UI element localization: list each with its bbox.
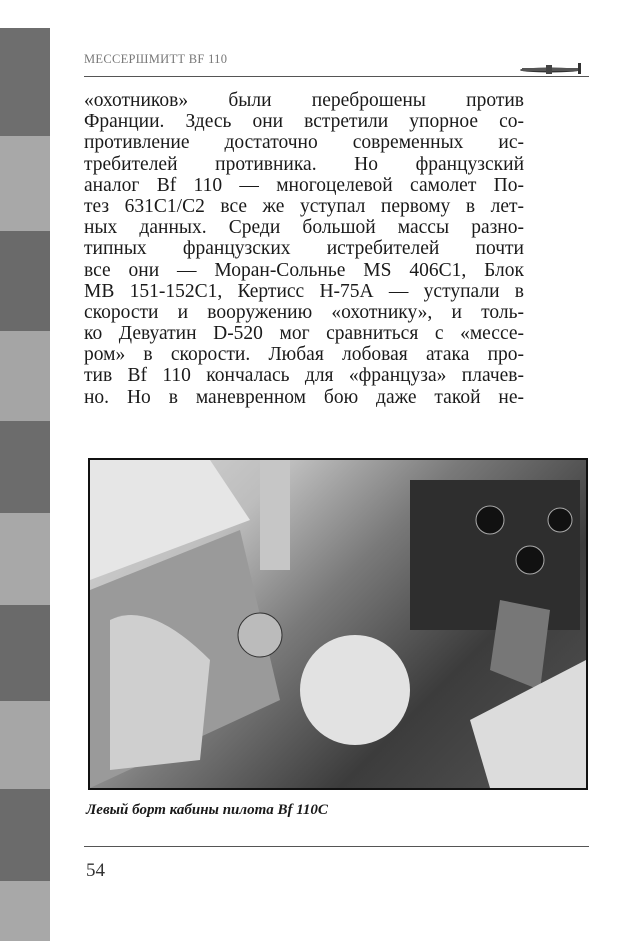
text-line: но. Но в маневренном бою даже такой не- bbox=[84, 386, 524, 408]
page-number: 54 bbox=[86, 860, 105, 881]
footer-rule bbox=[84, 846, 589, 847]
text-line: «охотников» были переброшены против bbox=[84, 90, 524, 111]
running-title: МЕССЕРШМИТТ BF 110 bbox=[84, 52, 228, 66]
text-line: скорости и вооружению «охотнику», и толь- bbox=[84, 301, 524, 323]
text-line: требителей противника. Но французский bbox=[84, 153, 524, 175]
body-text bbox=[84, 90, 524, 408]
text-line: ных данных. Среди большой массы разно- bbox=[84, 217, 524, 239]
text-line: MB 151-152C1, Кертисс Н-75А — уступали в bbox=[84, 280, 524, 302]
header-rule bbox=[84, 76, 589, 77]
text-line: противление достаточно современных ис- bbox=[84, 132, 524, 154]
cockpit-photo bbox=[88, 458, 588, 790]
text-line: аналог Bf 110 — многоцелевой самолет По- bbox=[84, 174, 524, 196]
text-line: ром» в скорости. Любая лобовая атака про- bbox=[84, 344, 524, 366]
text-line: все они — Моран-Сольнье MS 406C1, Блок bbox=[84, 259, 524, 281]
figure-caption: Левый борт кабины пилота Bf 110C bbox=[86, 802, 328, 818]
text-line: тез 631С1/С2 все же уступал первому в лет- bbox=[84, 195, 524, 217]
aircraft-icon bbox=[512, 62, 588, 76]
page-edge-color-strip bbox=[0, 28, 50, 930]
text-line: тив Bf 110 кончалась для «француза» плачев- bbox=[84, 365, 524, 387]
text-line: типных французских истребителей почти bbox=[84, 238, 524, 260]
text-line: ко Девуатин D-520 мог сравниться с «мессе- bbox=[84, 323, 524, 345]
text-line: Франции. Здесь они встретили упорное со- bbox=[84, 111, 524, 133]
